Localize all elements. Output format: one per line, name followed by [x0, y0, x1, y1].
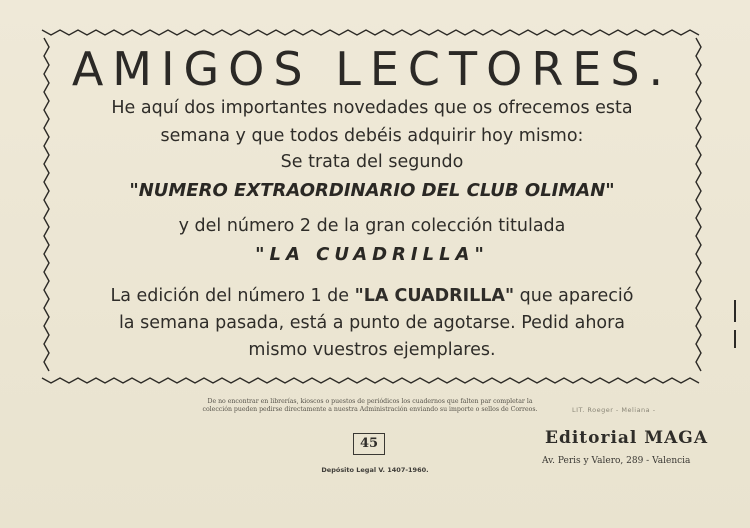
margin-mark [734, 300, 736, 322]
notice-line-1: He aquí dos importantes novedades que os ofrecemos esta [111, 98, 633, 118]
notice-line-2: semana y que todos debéis adquirir hoy mismo: [160, 126, 584, 146]
notice-line-7 [38, 286, 706, 306]
printer-credit: LIT. Roeger - Meliana - [572, 406, 656, 414]
footer-ordering-note: De no encontrar en librerías, kioscos o puestos de periódicos los cuadernos que falten par completar la colección pueden pedirse directamente a nuestra Administración enviando su importe o sellos de Correos. [202, 398, 538, 413]
deposito-legal: Depósito Legal V. 1407-1960. [321, 466, 429, 474]
notice-line-7-start: La edición del número 1 de [110, 286, 355, 306]
publisher-name: Editorial MAGA [545, 428, 709, 448]
notice-line-3: Se trata del segundo [280, 152, 464, 172]
notice-line-5: y del número 2 de la gran colección titulada [178, 216, 566, 236]
notice-line-8: la semana pasada, está a punto de agotarse. Pedid ahora [118, 313, 626, 333]
notice-box [38, 24, 706, 386]
notice-line-cuadrilla: "LA CUADRILLA" [255, 244, 489, 265]
notice-line-7-title: "LA CUADRILLA" [354, 286, 515, 306]
margin-mark [734, 330, 736, 348]
margin-marks [734, 300, 737, 360]
notice-line-7-end: que apareció [514, 286, 634, 306]
publisher-address: Av. Peris y Valero, 289 - Valencia [542, 456, 691, 466]
notice-line-9: mismo vuestros ejemplares. [248, 340, 496, 360]
page-number-badge: 45 [353, 433, 385, 455]
notice-headline: AMIGOS LECTORES. [71, 42, 673, 96]
notice-line-extraordinario: "NUMERO EXTRAORDINARIO DEL CLUB OLIMAN" [129, 180, 615, 201]
